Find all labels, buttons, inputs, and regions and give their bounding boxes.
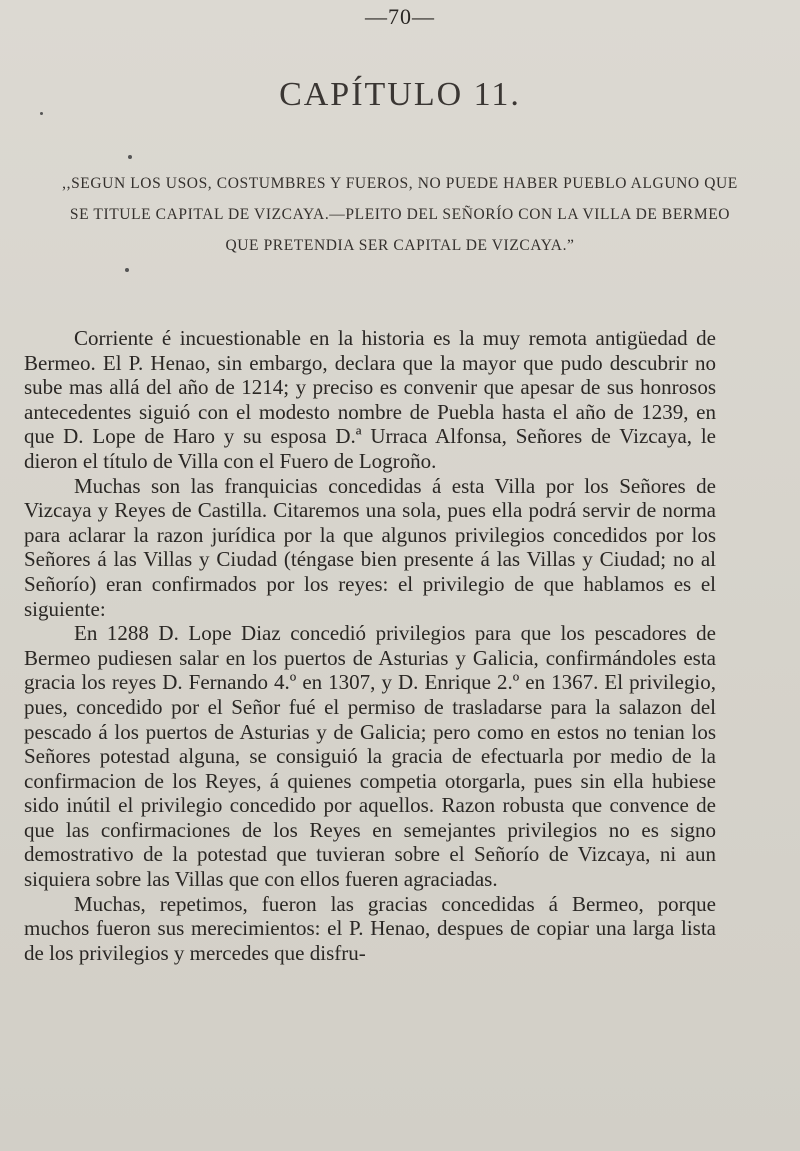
paragraph-2: Muchas son las franquicias concedidas á esta Villa por los Señores de Vizcaya y Reyes de Castilla. Citaremos una sola, pues ella podrá servir de norma para aclarar la razon jurídica por la que algunos privilegios concedidos por los Señores á las Villas y Ciudad (téngase bien presente á las Villas y Ciudad; no al Señorío) eran confirmados por los reyes: el privilegio de que hablamos es el siguiente: [24, 473, 716, 621]
body-text [24, 326, 716, 965]
paragraph-1: Corriente é incuestionable en la historia es la muy remota antigüedad de Bermeo. El P. Henao, sin embargo, declara que la mayor que pudo descubrir no sube mas allá del año de 1214; y preciso es convenir que apesar de sus honrosos antecedentes siguió con el modesto nombre de Puebla hasta el año de 1239, en que D. Lope de Haro y su esposa D.ª Urraca Alfonsa, Señores de Vizcaya, le dieron el título de Villa con el Fuero de Logroño. [24, 326, 716, 473]
page-number: —70— [365, 4, 435, 29]
ink-speck [128, 155, 132, 159]
paragraph-4: Muchas, repetimos, fueron las gracias concedidas á Bermeo, porque muchos fueron sus merecimientos: el P. Henao, despues de copiar una larga lista de los privilegios y mercedes que disfru- [24, 891, 716, 965]
chapter-title: CAPÍTULO 11. [279, 76, 521, 113]
ink-speck [40, 112, 43, 115]
paragraph-3: En 1288 D. Lope Diaz concedió privilegios para que los pescadores de Bermeo pudiesen salar en los puertos de Asturias y Galicia, confirmándoles esta gracia los reyes D. Fernando 4.º en 1307, y D. Enrique 2.º en 1367. El privilegio, pues, concedido por el Señor fué el permiso de trasladarse para la salazon del pescado á los puertos de Asturias y de Galicia; pero como en estos no tenian los Señores potestad alguna, se consiguió la gracia de efectuarla por medio de la confirmacion de los Reyes, á quienes competia otorgarla, pues sin ella hubiese sido inútil el privilegio concedido por aquellos. Razon robusta que convence de que las confirmaciones de los Reyes en semejantes privilegios no es signo demostrativo de la potestad que tuvieran sobre el Señorío de Vizcaya, ni aun siquiera sobre las Villas que con ellos fueren agraciadas. [24, 621, 716, 892]
ink-speck [125, 268, 129, 272]
chapter-summary: ,,SEGUN LOS USOS, COSTUMBRES Y FUEROS, NO PUEDE HABER PUEBLO ALGUNO QUE SE TITULE CAPITAL DE VIZCAYA.—PLEITO DEL SEÑORÍO CON LA VILLA DE BERMEO QUE PRETENDIA SER CAPITAL DE VIZCAYA.” [62, 175, 738, 254]
